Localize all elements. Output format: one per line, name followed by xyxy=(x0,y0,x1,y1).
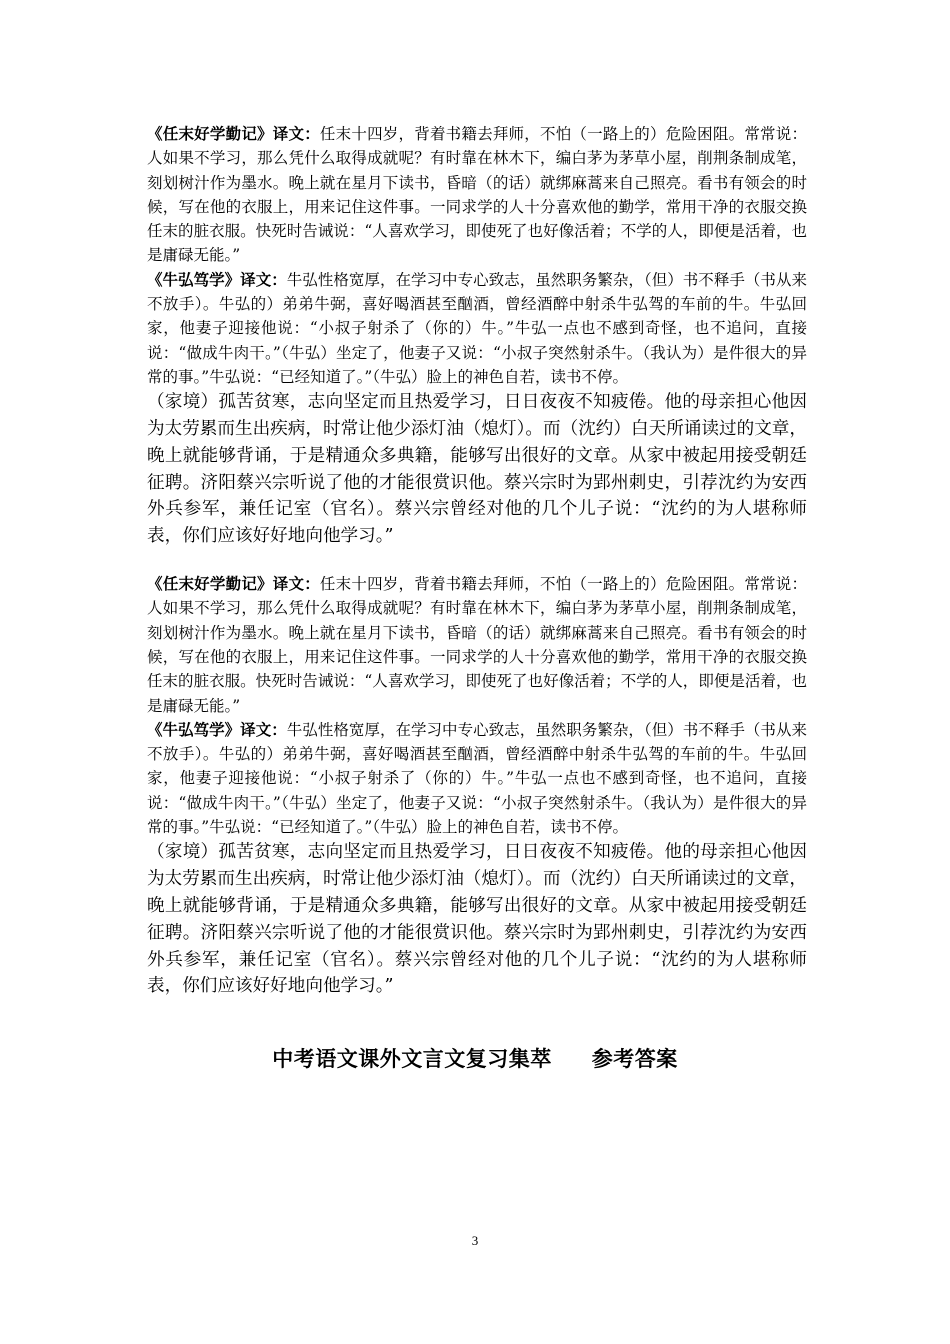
translation-block-1 xyxy=(147,122,807,550)
niuhong-translation-paragraph xyxy=(147,718,807,839)
renmo-translation-paragraph xyxy=(147,572,807,718)
niuhong-translation-title: 《牛弘笃学》译文： xyxy=(147,270,287,289)
shenyue-translation-paragraph: （家境）孤苦贫寒，志向坚定而且热爱学习，日日夜夜不知疲倦。他的母亲担心他因为太劳累而生出疾病，时常让他少添灯油（熄灯）。而（沈约）白天所诵读过的文章，晚上就能够背诵，于是精通众多典籍，能够写出很好的文章。从家中被起用接受朝廷征聘。济阳蔡兴宗听说了他的才能很赏识他。蔡兴宗时为郢州刺史，引荐沈约为安西外兵参军，兼任记室（官名）。蔡兴宗曾经对他的几个儿子说：“沈约的为人堪称师表，你们应该好好地向他学习。” xyxy=(147,392,807,547)
shenyue-translation-paragraph: （家境）孤苦贫寒，志向坚定而且热爱学习，日日夜夜不知疲倦。他的母亲担心他因为太劳累而生出疾病，时常让他少添灯油（熄灯）。而（沈约）白天所诵读过的文章，晚上就能够背诵，于是精通众多典籍，能够写出很好的文章。从家中被起用接受朝廷征聘。济阳蔡兴宗听说了他的才能很赏识他。蔡兴宗时为郢州刺史，引荐沈约为安西外兵参军，兼任记室（官名）。蔡兴宗曾经对他的几个儿子说：“沈约的为人堪称师表，你们应该好好地向他学习。” xyxy=(147,842,807,997)
heading-sub: 参考答案 xyxy=(591,1047,678,1071)
renmo-translation-title: 《任末好学勤记》译文： xyxy=(147,575,320,594)
section-heading xyxy=(0,1043,950,1073)
page-number: 3 xyxy=(471,1233,479,1248)
renmo-translation-title: 《任末好学勤记》译文： xyxy=(147,125,320,143)
niuhong-translation-text: 牛弘性格宽厚，在学习中专心致志，虽然职务繁杂，（但）书不释手（书从来不放手）。牛弘的）弟弟牛弼，喜好喝酒甚至酗酒，曾经酒醉中射杀牛弘驾的车前的牛。牛弘回家，他妻子迎接他说：“小叔子射杀了（你的）牛。”牛弘一点也不感到奇怪，也不追问，直接说：“做成牛肉干。”（牛弘）坐定了，他妻子又说：“小叔子突然射杀牛。（我认为）是件很大的异常的事。”牛弘说：“已经知道了。”（牛弘）脸上的神色自若，读书不停。 xyxy=(147,720,807,837)
niuhong-translation-paragraph xyxy=(147,268,807,389)
heading-main: 中考语文课外文言文复习集萃 xyxy=(272,1047,552,1071)
document-body xyxy=(147,122,807,1000)
renmo-translation-text: 任末十四岁，背着书籍去拜师，不怕（一路上的）危险困阻。常常说：人如果不学习，那么凭什么取得成就呢？有时靠在林木下，编白茅为茅草小屋，削荆条制成笔，刻划树汁作为墨水。晚上就在星月下读书，昏暗（的话）就绑麻蒿来自己照亮。看书有领会的时候，写在他的衣服上，用来记住这件事。一同求学的人十分喜欢他的勤学，常用干净的衣服交换任末的脏衣服。快死时告诫说：“人喜欢学习，即使死了也好像活着；不学的人，即便是活着，也是庸碌无能。” xyxy=(147,575,807,715)
niuhong-translation-title: 《牛弘笃学》译文： xyxy=(147,720,287,739)
niuhong-translation-text: 牛弘性格宽厚，在学习中专心致志，虽然职务繁杂，（但）书不释手（书从来不放手）。牛弘的）弟弟牛弼，喜好喝酒甚至酗酒，曾经酒醉中射杀牛弘驾的车前的牛。牛弘回家，他妻子迎接他说：“小叔子射杀了（你的）牛。”牛弘一点也不感到奇怪，也不追问，直接说：“做成牛肉干。”（牛弘）坐定了，他妻子又说：“小叔子突然射杀牛。（我认为）是件很大的异常的事。”牛弘说：“已经知道了。”（牛弘）脸上的神色自若，读书不停。 xyxy=(147,270,807,386)
translation-block-2 xyxy=(147,572,807,1000)
block-spacer xyxy=(147,550,807,572)
renmo-translation-paragraph xyxy=(147,122,807,268)
renmo-translation-text: 任末十四岁，背着书籍去拜师，不怕（一路上的）危险困阻。常常说：人如果不学习，那么凭什么取得成就呢？有时靠在林木下，编白茅为茅草小屋，削荆条制成笔，刻划树汁作为墨水。晚上就在星月下读书，昏暗（的话）就绑麻蒿来自己照亮。看书有领会的时候，写在他的衣服上，用来记住这件事。一同求学的人十分喜欢他的勤学，常用干净的衣服交换任末的脏衣服。快死时告诫说：“人喜欢学习，即使死了也好像活着；不学的人，即便是活着，也是庸碌无能。” xyxy=(147,125,807,265)
